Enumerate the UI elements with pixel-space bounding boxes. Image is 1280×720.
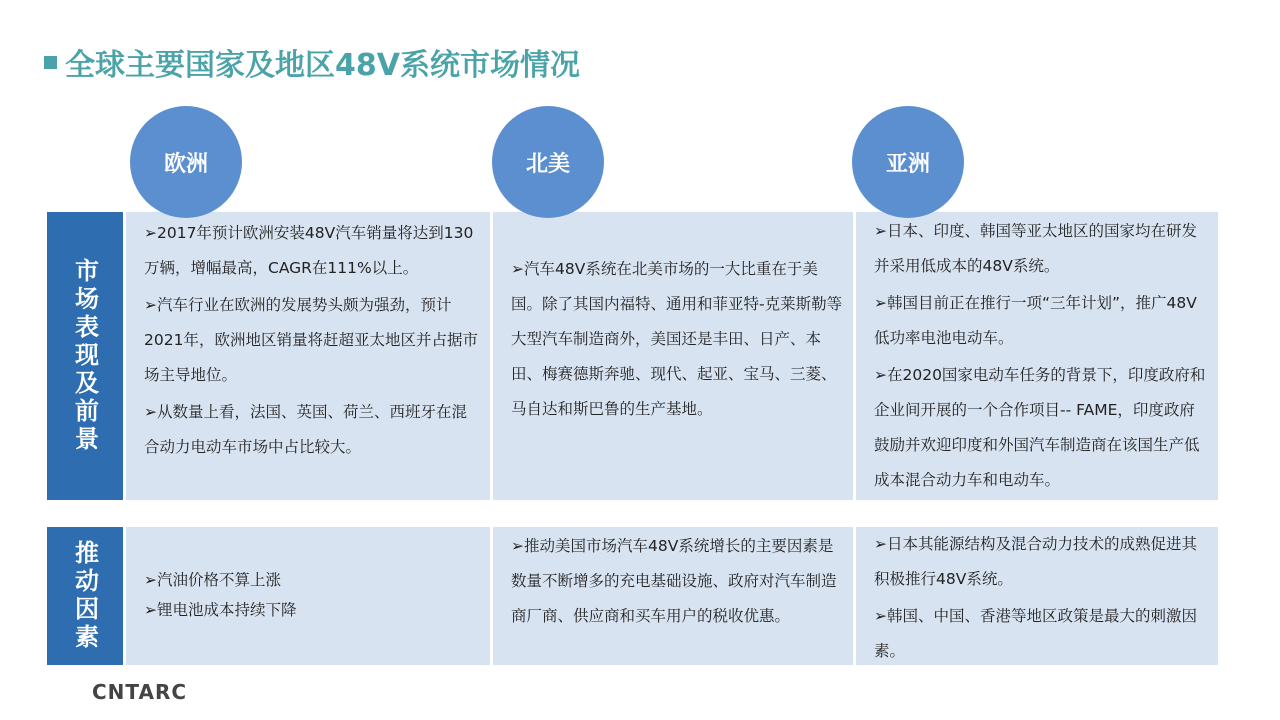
cell-text: ➢锂电池成本持续下降 [144,601,297,619]
slide-title-text: 全球主要国家及地区48V系统市场情况 [65,48,580,83]
cell-text: ➢日本、印度、韩国等亚太地区的国家均在研发并采用低成本的48V系统。 [874,222,1197,275]
cell-market-asia [856,212,1218,500]
cell-text: ➢汽车48V系统在北美市场的一大比重在于美国。除了其国内福特、通用和菲亚特-克莱斯勒等大型汽车制造商外，美国还是丰田、日产、本田、梅赛德斯奔驰、现代、起亚、宝马、三菱、马自达和斯巴鲁的生产基地。 [511,260,843,418]
cell-text: ➢在2020国家电动车任务的背景下，印度政府和企业间开展的一个合作项目-- FAME，印度政府鼓励并欢迎印度和外国汽车制造商在该国生产低成本混合动力车和电动车。 [874,366,1206,489]
cell-text: ➢推动美国市场汽车48V系统增长的主要因素是数量不断增多的充电基础设施、政府对汽车制造商厂商、供应商和买车用户的税收优惠。 [511,537,837,625]
cell-text: ➢韩国、中国、香港等地区政策是最大的刺激因素。 [874,607,1197,660]
cell-text: ➢汽车行业在欧洲的发展势头颇为强劲，预计2021年，欧洲地区销量将赶超亚太地区并占据市场主导地位。 [144,296,478,384]
cell-drivers-asia [856,527,1218,665]
cell-text: ➢日本其能源结构及混合动力技术的成熟促进其积极推行48V系统。 [874,535,1197,588]
region-circle-northamerica: 北美 [492,106,604,218]
cell-text: ➢汽油价格不算上涨 [144,571,281,589]
row-label-market: 市场表现及前景 [47,212,123,500]
cell-text: ➢2017年预计欧洲安装48V汽车销量将达到130万辆，增幅最高，CAGR在111%以上。 [144,224,474,277]
title-bullet-icon [44,56,57,69]
cell-market-europe [126,212,490,500]
row-label-drivers: 推动因素 [47,527,123,665]
cell-drivers-northamerica [493,527,853,665]
cell-market-northamerica [493,212,853,500]
cell-text: ➢韩国目前正在推行一项“三年计划”，推广48V低功率电池电动车。 [874,294,1197,347]
cnarc-logo: CNTARC [92,680,188,704]
region-circle-europe: 欧洲 [130,106,242,218]
slide-title [44,40,580,84]
cell-text: ➢从数量上看，法国、英国、荷兰、西班牙在混合动力电动车市场中占比较大。 [144,403,467,456]
cell-drivers-europe [126,527,490,665]
region-circle-asia: 亚洲 [852,106,964,218]
